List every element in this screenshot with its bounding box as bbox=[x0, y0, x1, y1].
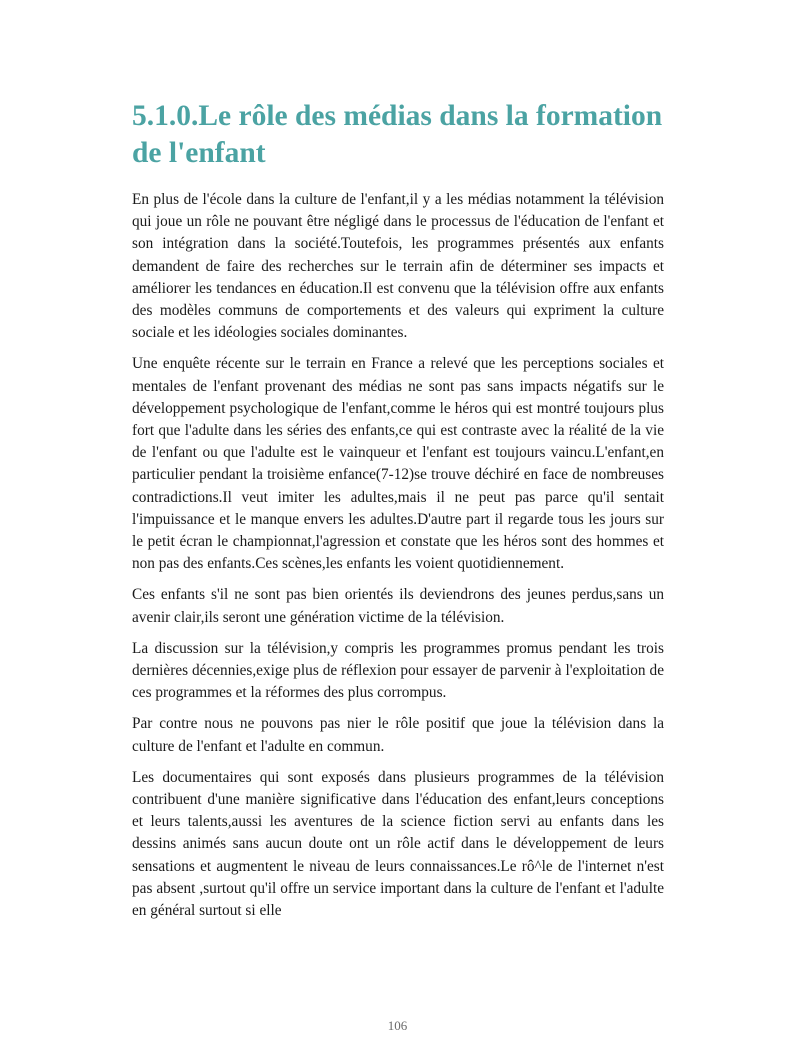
paragraph-survey: Une enquête récente sur le terrain en France a relevé que les perceptions sociales et mentales de l'enfant provenant des médias ne sont pas sans impacts négatifs sur le développement psychologique de l'enfant,comme le héros qui est montré toujours plus fort que l'adulte dans les séries des enfants,ce qui est contraste avec la réalité de la vie de l'enfant ou que l'adulte est le vainqueur et l'enfant est toujours vaincu.L'enfant,en particulier pendant la troisième enfance(7-12)se trouve déchiré en face de nombreuses contradictions.Il veut imiter les adultes,mais il ne peut pas parce qu'il sentait l'impuissance et le manque envers les adultes.D'autre part il regarde tous les jours sur le petit écran le championnat,l'agression et constate que les héros sont des hommes et non pas des enfants.Ces scènes,les enfants les voient quotidiennement. bbox=[132, 355, 664, 573]
section-heading: 5.1.0.Le rôle des médias dans la formation de l'enfant bbox=[132, 100, 663, 169]
page-number: 106 bbox=[387, 1018, 408, 1033]
page-content bbox=[132, 98, 664, 931]
paragraph-positive-role: Par contre nous ne pouvons pas nier le rôle positif que joue la télévision dans la culture de l'enfant et l'adulte en commun. bbox=[132, 715, 664, 755]
paragraph-documentaries: Les documentaires qui sont exposés dans plusieurs programmes de la télévision contribuent d'une manière significative dans l'éducation des enfant,leurs conceptions et leurs talents,aussi les aventures de la science fiction servi au enfants dans les dessins animés sans aucun doute ont un rôle actif dans le développement de leurs sensations et augmentent le niveau de leurs connaissances.Le rô^le de l'internet n'est pas absent ,surtout qu'il offre un service important dans la culture de l'enfant et l'adulte en général surtout si elle bbox=[132, 768, 664, 920]
paragraph-intro: En plus de l'école dans la culture de l'enfant,il y a les médias notamment la télévision qui joue un rôle ne pouvant être négligé dans le processus de l'éducation de l'enfant et son intégration dans la société.Toutefois, les programmes présentés aux enfants demandent de faire des recherches sur le terrain afin de déterminer ses impacts et améliorer les tendances en éducation.Il est convenu que la télévision offre aux enfants des modèles communs de comportements et des valeurs qui expriment la culture sociale et les idéologies sociales dominantes. bbox=[132, 191, 664, 342]
paragraph-orientation: Ces enfants s'il ne sont pas bien orientés ils deviendrons des jeunes perdus,sans un avenir clair,ils seront une génération victime de la télévision. bbox=[132, 586, 664, 626]
paragraph-discussion: La discussion sur la télévision,y compris les programmes promus pendant les trois dernières décennies,exige plus de réflexion pour essayer de parvenir à l'exploitation de ces programmes et la réformes des plus corrompus. bbox=[132, 639, 664, 702]
